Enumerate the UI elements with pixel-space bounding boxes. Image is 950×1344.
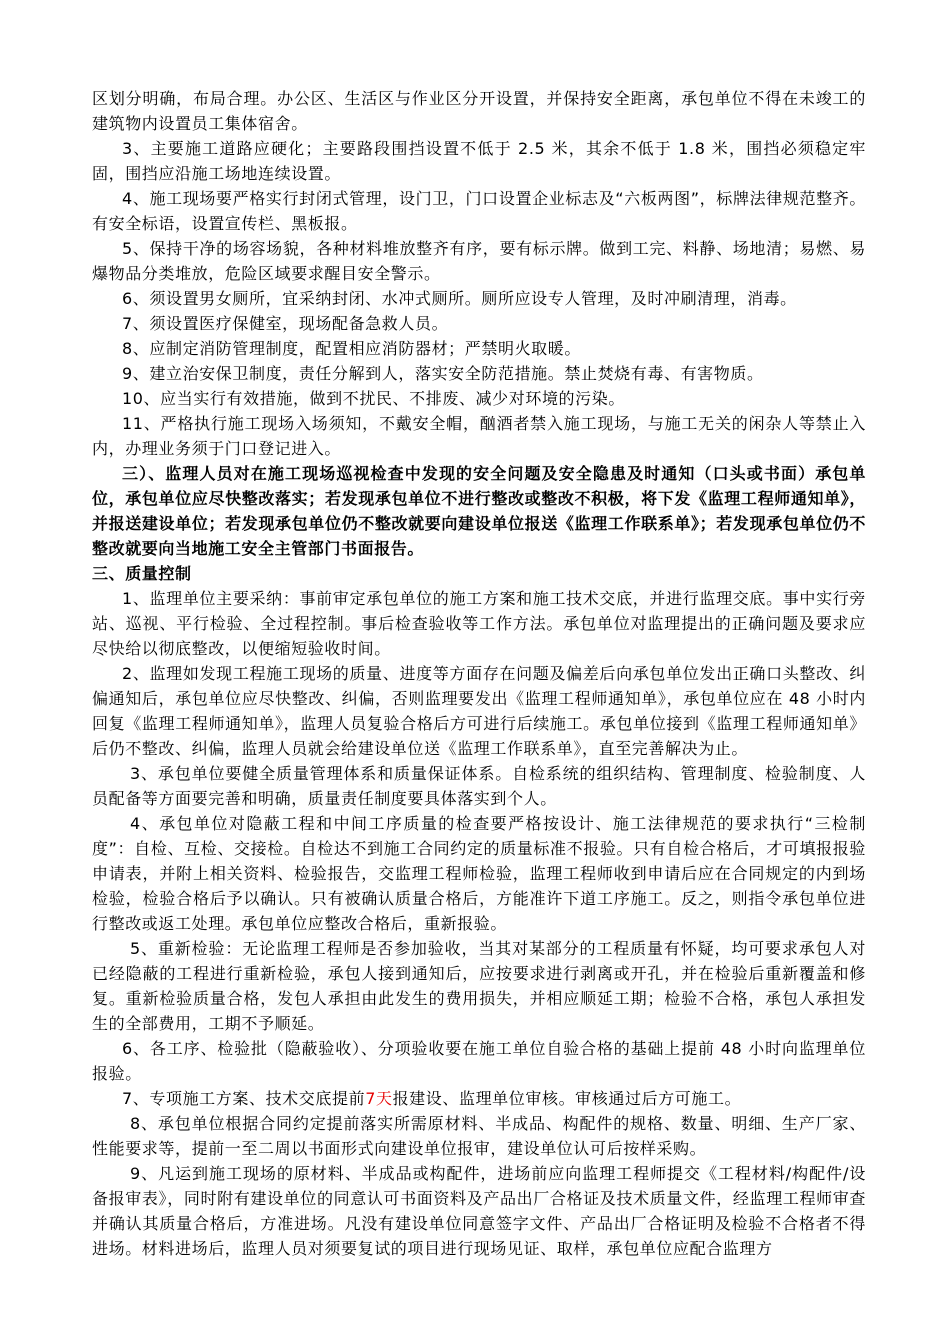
paragraph-quality-item-4: 4、承包单位对隐蔽工程和中间工序质量的检查要严格按设计、施工法律规范的要求执行“三检制度”：自检、互检、交接检。自检达不到施工合同约定的质量标准不报验。只有自检合格后，才可填报报验申请表，并附上相关资料、检验报告，交监理工程师检验，监理工程师收到申请后应在合同规定的内到场检验，检验合格后予以确认。只有被确认质量合格后，方能准许下道工序施工。反之，则指令承包单位进行整改或返工处理。承包单位应整改合格后，重新报验。 <box>92 814 866 933</box>
item-7-highlight-days: 7天 <box>365 1089 393 1108</box>
paragraph-safety-item-9: 9、建立治安保卫制度，责任分解到人，落实安全防范措施。禁止焚烧有毒、有害物质。 <box>122 364 764 383</box>
paragraph-quality-item-6: 6、各工序、检验批（隐蔽验收）、分项验收要在施工单位自验合格的基础上提前 48 小时向监理单位报验。 <box>92 1039 866 1083</box>
paragraph-safety-item-10: 10、应当实行有效措施，做到不扰民、不排废、减少对环境的污染。 <box>122 389 625 408</box>
paragraph-quality-item-8: 8、承包单位根据合同约定提前落实所需原材料、半成品、构配件的规格、数量、明细、生产厂家、性能要求等，提前一至二周以书面形式向建设单位报审，建设单位认可后按样采购。 <box>92 1114 866 1158</box>
paragraph-quality-item-7 <box>92 1086 866 1111</box>
item-7-text-after: 报建设、监理单位审核。审核通过后方可施工。 <box>392 1089 742 1108</box>
paragraph-quality-item-1: 1、监理单位主要采纳：事前审定承包单位的施工方案和施工技术交底，并进行监理交底。事中实行旁站、巡视、平行检验、全过程控制。事后检查验收等工作方法。承包单位对监理提出的正确问题及要求应尽快给以彻底整改，以便缩短验收时间。 <box>92 589 866 658</box>
paragraph-safety-item-3: 3、主要施工道路应硬化；主要路段围挡设置不低于 2.5 米，其余不低于 1.8 米，围挡必须稳定牢固，围挡应沿施工场地连续设置。 <box>92 139 866 183</box>
paragraph-continued: 区划分明确，布局合理。办公区、生活区与作业区分开设置，并保持安全距离，承包单位不得在未竣工的建筑物内设置员工集体宿舍。 <box>92 89 866 133</box>
paragraph-safety-item-6: 6、须设置男女厕所，宜采纳封闭、水冲式厕所。厕所应设专人管理，及时冲刷清理，消毒。 <box>122 289 797 308</box>
paragraph-safety-item-5: 5、保持干净的场容场貌，各种材料堆放整齐有序，要有标示牌。做到工完、料静、场地清；易燃、易爆物品分类堆放，危险区域要求醒目安全警示。 <box>92 239 866 283</box>
paragraph-safety-item-8: 8、应制定消防管理制度，配置相应消防器材；严禁明火取暖。 <box>122 339 581 358</box>
paragraph-supervision-notice: 三）、监理人员对在施工现场巡视检查中发现的安全问题及安全隐患及时通知（口头或书面）承包单位，承包单位应尽快整改落实；若发现承包单位不进行整改或整改不积极，将下发《监理工程师通知单》，并报送建设单位；若发现承包单位仍不整改就要向建设单位报送《监理工作联系单》；若发现承包单位仍不整改就要向当地施工安全主管部门书面报告。 <box>92 464 866 558</box>
paragraph-quality-item-5: 5、重新检验：无论监理工程师是否参加验收，当其对某部分的工程质量有怀疑，均可要求承包人对已经隐蔽的工程进行重新检验，承包人接到通知后，应按要求进行剥离或开孔，并在检验后重新覆盖和修复。重新检验质量合格，发包人承担由此发生的费用损失，并相应顺延工期；检验不合格，承包人承担发生的全部费用，工期不予顺延。 <box>92 939 866 1033</box>
paragraph-safety-item-4: 4、施工现场要严格实行封闭式管理，设门卫，门口设置企业标志及“六板两图”，标牌法律规范整齐。有安全标语，设置宣传栏、黑板报。 <box>92 189 866 233</box>
section-heading-quality-control: 三、质量控制 <box>92 564 192 583</box>
paragraph-quality-item-3: 3、承包单位要健全质量管理体系和质量保证体系。自检系统的组织结构、管理制度、检验制度、人员配备等方面要完善和明确，质量责任制度要具体落实到个人。 <box>92 764 866 808</box>
document-page <box>92 86 866 1261</box>
paragraph-safety-item-7: 7、须设置医疗保健室，现场配备急救人员。 <box>122 314 449 333</box>
paragraph-quality-item-9: 9、凡运到施工现场的原材料、半成品或构配件，进场前应向监理工程师提交《工程材料/构配件/设备报审表》，同时附有建设单位的同意认可书面资料及产品出厂合格证及技术质量文件，经监理工程师审查并确认其质量合格后，方准进场。凡没有建设单位同意签字文件、产品出厂合格证明及检验不合格者不得进场。材料进场后，监理人员对须要复试的项目进行现场见证、取样，承包单位应配合监理方 <box>92 1164 866 1258</box>
paragraph-safety-item-11: 11、严格执行施工现场入场须知，不戴安全帽，酗酒者禁入施工现场，与施工无关的闲杂人等禁止入内，办理业务须于门口登记进入。 <box>92 414 866 458</box>
item-7-text-before: 7、专项施工方案、技术交底提前 <box>122 1089 366 1108</box>
paragraph-quality-item-2: 2、监理如发现工程施工现场的质量、进度等方面存在问题及偏差后向承包单位发出正确口头整改、纠偏通知后，承包单位应尽快整改、纠偏，否则监理要发出《监理工程师通知单》，承包单位应在 48 小时内回复《监理工程师通知单》，监理人员复验合格后方可进行后续施工。承包单位接到《监理工程师通知单》后仍不整改、纠偏，监理人员就会给建设单位送《监理工作联系单》，直至完善解决为止。 <box>92 664 866 758</box>
